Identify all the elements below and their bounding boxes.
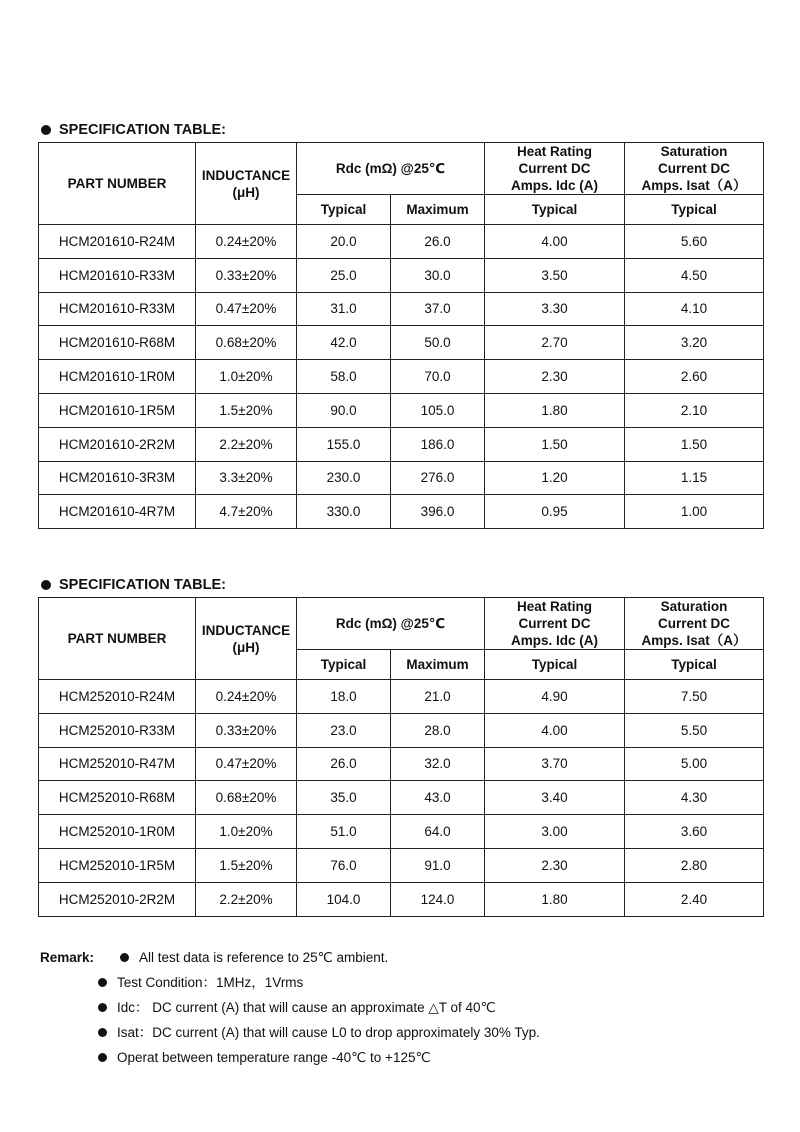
table-row [39, 848, 764, 882]
remark-text: Isat：DC current (A) that will cause L0 to drop approximately 30% Typ. [117, 1024, 540, 1040]
header-heat-rating: Heat Rating Current DC Amps. Idc (A) [485, 143, 625, 195]
cell-inductance: 2.2±20% [196, 882, 297, 916]
table-row [39, 326, 764, 360]
header-heat-rating: Heat Rating Current DC Amps. Idc (A) [485, 598, 625, 650]
table-body-1 [39, 225, 764, 529]
header-part-number: PART NUMBER [39, 598, 196, 680]
cell-part-number: HCM252010-R24M [39, 680, 196, 714]
cell-part-number: HCM201610-R68M [39, 326, 196, 360]
cell-isat-typical: 2.60 [625, 360, 764, 394]
cell-idc-typical: 3.50 [485, 258, 625, 292]
cell-rdc-typical: 230.0 [297, 461, 391, 495]
cell-inductance: 2.2±20% [196, 427, 297, 461]
remark-text: All test data is reference to 25℃ ambient. [139, 949, 389, 965]
table-row [39, 258, 764, 292]
cell-part-number: HCM252010-R68M [39, 781, 196, 815]
table-row [39, 815, 764, 849]
table-body-2 [39, 680, 764, 917]
table-row [39, 461, 764, 495]
cell-part-number: HCM201610-R33M [39, 258, 196, 292]
cell-isat-typical: 5.60 [625, 225, 764, 259]
cell-part-number: HCM201610-R33M [39, 292, 196, 326]
bullet-icon [41, 125, 51, 135]
cell-rdc-typical: 58.0 [297, 360, 391, 394]
cell-idc-typical: 0.95 [485, 495, 625, 529]
cell-rdc-typical: 42.0 [297, 326, 391, 360]
table-row [39, 225, 764, 259]
remark-label: Remark: [40, 949, 95, 965]
cell-part-number: HCM252010-1R0M [39, 815, 196, 849]
header-inductance: INDUCTANCE (μH) [196, 143, 297, 225]
cell-rdc-typical: 155.0 [297, 427, 391, 461]
cell-rdc-typical: 25.0 [297, 258, 391, 292]
bullet-icon [120, 953, 129, 962]
cell-inductance: 0.33±20% [196, 258, 297, 292]
cell-rdc-typical: 104.0 [297, 882, 391, 916]
cell-part-number: HCM201610-4R7M [39, 495, 196, 529]
cell-isat-typical: 2.40 [625, 882, 764, 916]
cell-inductance: 0.47±20% [196, 747, 297, 781]
table-row [39, 360, 764, 394]
cell-rdc-maximum: 105.0 [391, 393, 485, 427]
spec-table-1 [38, 142, 764, 529]
cell-rdc-typical: 23.0 [297, 713, 391, 747]
remark-text: Idc： DC current (A) that will cause an approximate △T of 40℃ [117, 999, 496, 1015]
bullet-icon [98, 1003, 107, 1012]
cell-idc-typical: 3.30 [485, 292, 625, 326]
cell-rdc-maximum: 70.0 [391, 360, 485, 394]
cell-inductance: 0.24±20% [196, 225, 297, 259]
cell-rdc-maximum: 276.0 [391, 461, 485, 495]
table-row [39, 747, 764, 781]
cell-isat-typical: 5.00 [625, 747, 764, 781]
table-row [39, 495, 764, 529]
remark-line [98, 1020, 760, 1045]
cell-rdc-typical: 26.0 [297, 747, 391, 781]
cell-inductance: 0.33±20% [196, 713, 297, 747]
header-part-number: PART NUMBER [39, 143, 196, 225]
bullet-icon [98, 978, 107, 987]
cell-rdc-maximum: 64.0 [391, 815, 485, 849]
cell-idc-typical: 2.30 [485, 848, 625, 882]
cell-isat-typical: 1.15 [625, 461, 764, 495]
remark-line [98, 1045, 760, 1070]
table-row [39, 393, 764, 427]
remark-text: Test Condition：1MHz，1Vrms [117, 974, 304, 990]
cell-rdc-typical: 330.0 [297, 495, 391, 529]
cell-rdc-maximum: 21.0 [391, 680, 485, 714]
bullet-icon [98, 1028, 107, 1037]
cell-rdc-maximum: 50.0 [391, 326, 485, 360]
cell-rdc-maximum: 43.0 [391, 781, 485, 815]
spec-section-1 [38, 120, 763, 529]
header-rdc-typical: Typical [297, 650, 391, 680]
cell-part-number: HCM252010-2R2M [39, 882, 196, 916]
table-row [39, 427, 764, 461]
remark-line [40, 945, 760, 970]
cell-part-number: HCM201610-1R0M [39, 360, 196, 394]
cell-inductance: 0.24±20% [196, 680, 297, 714]
cell-inductance: 3.3±20% [196, 461, 297, 495]
header-inductance: INDUCTANCE (μH) [196, 598, 297, 680]
cell-part-number: HCM252010-1R5M [39, 848, 196, 882]
cell-part-number: HCM201610-3R3M [39, 461, 196, 495]
cell-rdc-maximum: 26.0 [391, 225, 485, 259]
cell-isat-typical: 3.60 [625, 815, 764, 849]
spec-section-2 [38, 575, 763, 917]
cell-isat-typical: 2.80 [625, 848, 764, 882]
cell-idc-typical: 3.40 [485, 781, 625, 815]
cell-part-number: HCM252010-R47M [39, 747, 196, 781]
cell-inductance: 0.47±20% [196, 292, 297, 326]
remark-line [98, 970, 760, 995]
cell-inductance: 4.7±20% [196, 495, 297, 529]
cell-idc-typical: 2.70 [485, 326, 625, 360]
header-saturation: Saturation Current DC Amps. Isat（A） [625, 598, 764, 650]
cell-rdc-maximum: 30.0 [391, 258, 485, 292]
header-idc-typical: Typical [485, 195, 625, 225]
cell-idc-typical: 4.00 [485, 225, 625, 259]
header-rdc-typical: Typical [297, 195, 391, 225]
section-title-text: SPECIFICATION TABLE: [59, 577, 227, 593]
cell-part-number: HCM252010-R33M [39, 713, 196, 747]
table-row [39, 292, 764, 326]
header-rdc: Rdc (mΩ) @25℃ [297, 143, 485, 195]
header-rdc-maximum: Maximum [391, 650, 485, 680]
cell-isat-typical: 1.50 [625, 427, 764, 461]
section-title [38, 120, 763, 140]
cell-inductance: 0.68±20% [196, 781, 297, 815]
cell-rdc-maximum: 396.0 [391, 495, 485, 529]
bullet-icon [41, 580, 51, 590]
cell-part-number: HCM201610-2R2M [39, 427, 196, 461]
cell-rdc-typical: 20.0 [297, 225, 391, 259]
cell-isat-typical: 1.00 [625, 495, 764, 529]
cell-rdc-maximum: 124.0 [391, 882, 485, 916]
cell-idc-typical: 1.20 [485, 461, 625, 495]
header-isat-typical: Typical [625, 650, 764, 680]
header-rdc: Rdc (mΩ) @25℃ [297, 598, 485, 650]
cell-isat-typical: 7.50 [625, 680, 764, 714]
cell-idc-typical: 3.00 [485, 815, 625, 849]
header-isat-typical: Typical [625, 195, 764, 225]
cell-isat-typical: 5.50 [625, 713, 764, 747]
cell-rdc-typical: 35.0 [297, 781, 391, 815]
cell-rdc-typical: 90.0 [297, 393, 391, 427]
cell-part-number: HCM201610-R24M [39, 225, 196, 259]
cell-idc-typical: 3.70 [485, 747, 625, 781]
cell-idc-typical: 1.80 [485, 882, 625, 916]
cell-rdc-maximum: 37.0 [391, 292, 485, 326]
section-title-text: SPECIFICATION TABLE: [59, 122, 227, 138]
cell-idc-typical: 4.00 [485, 713, 625, 747]
cell-idc-typical: 1.80 [485, 393, 625, 427]
remark-text: Operat between temperature range -40℃ to +125℃ [117, 1049, 431, 1065]
table-row [39, 781, 764, 815]
cell-idc-typical: 1.50 [485, 427, 625, 461]
cell-rdc-maximum: 186.0 [391, 427, 485, 461]
cell-inductance: 1.0±20% [196, 815, 297, 849]
remarks [40, 945, 760, 1070]
cell-rdc-typical: 51.0 [297, 815, 391, 849]
remark-line [98, 995, 760, 1020]
bullet-icon [98, 1053, 107, 1062]
section-title [38, 575, 763, 595]
cell-inductance: 1.5±20% [196, 393, 297, 427]
table-row [39, 882, 764, 916]
cell-rdc-maximum: 32.0 [391, 747, 485, 781]
cell-isat-typical: 2.10 [625, 393, 764, 427]
cell-isat-typical: 4.30 [625, 781, 764, 815]
cell-isat-typical: 4.10 [625, 292, 764, 326]
header-idc-typical: Typical [485, 650, 625, 680]
cell-rdc-typical: 18.0 [297, 680, 391, 714]
cell-part-number: HCM201610-1R5M [39, 393, 196, 427]
header-rdc-maximum: Maximum [391, 195, 485, 225]
cell-rdc-typical: 76.0 [297, 848, 391, 882]
spec-table-2 [38, 597, 764, 917]
cell-idc-typical: 2.30 [485, 360, 625, 394]
table-row [39, 713, 764, 747]
cell-rdc-maximum: 28.0 [391, 713, 485, 747]
header-saturation: Saturation Current DC Amps. Isat（A） [625, 143, 764, 195]
cell-inductance: 1.5±20% [196, 848, 297, 882]
cell-idc-typical: 4.90 [485, 680, 625, 714]
cell-rdc-maximum: 91.0 [391, 848, 485, 882]
cell-isat-typical: 3.20 [625, 326, 764, 360]
cell-inductance: 1.0±20% [196, 360, 297, 394]
table-row [39, 680, 764, 714]
cell-isat-typical: 4.50 [625, 258, 764, 292]
cell-rdc-typical: 31.0 [297, 292, 391, 326]
cell-inductance: 0.68±20% [196, 326, 297, 360]
